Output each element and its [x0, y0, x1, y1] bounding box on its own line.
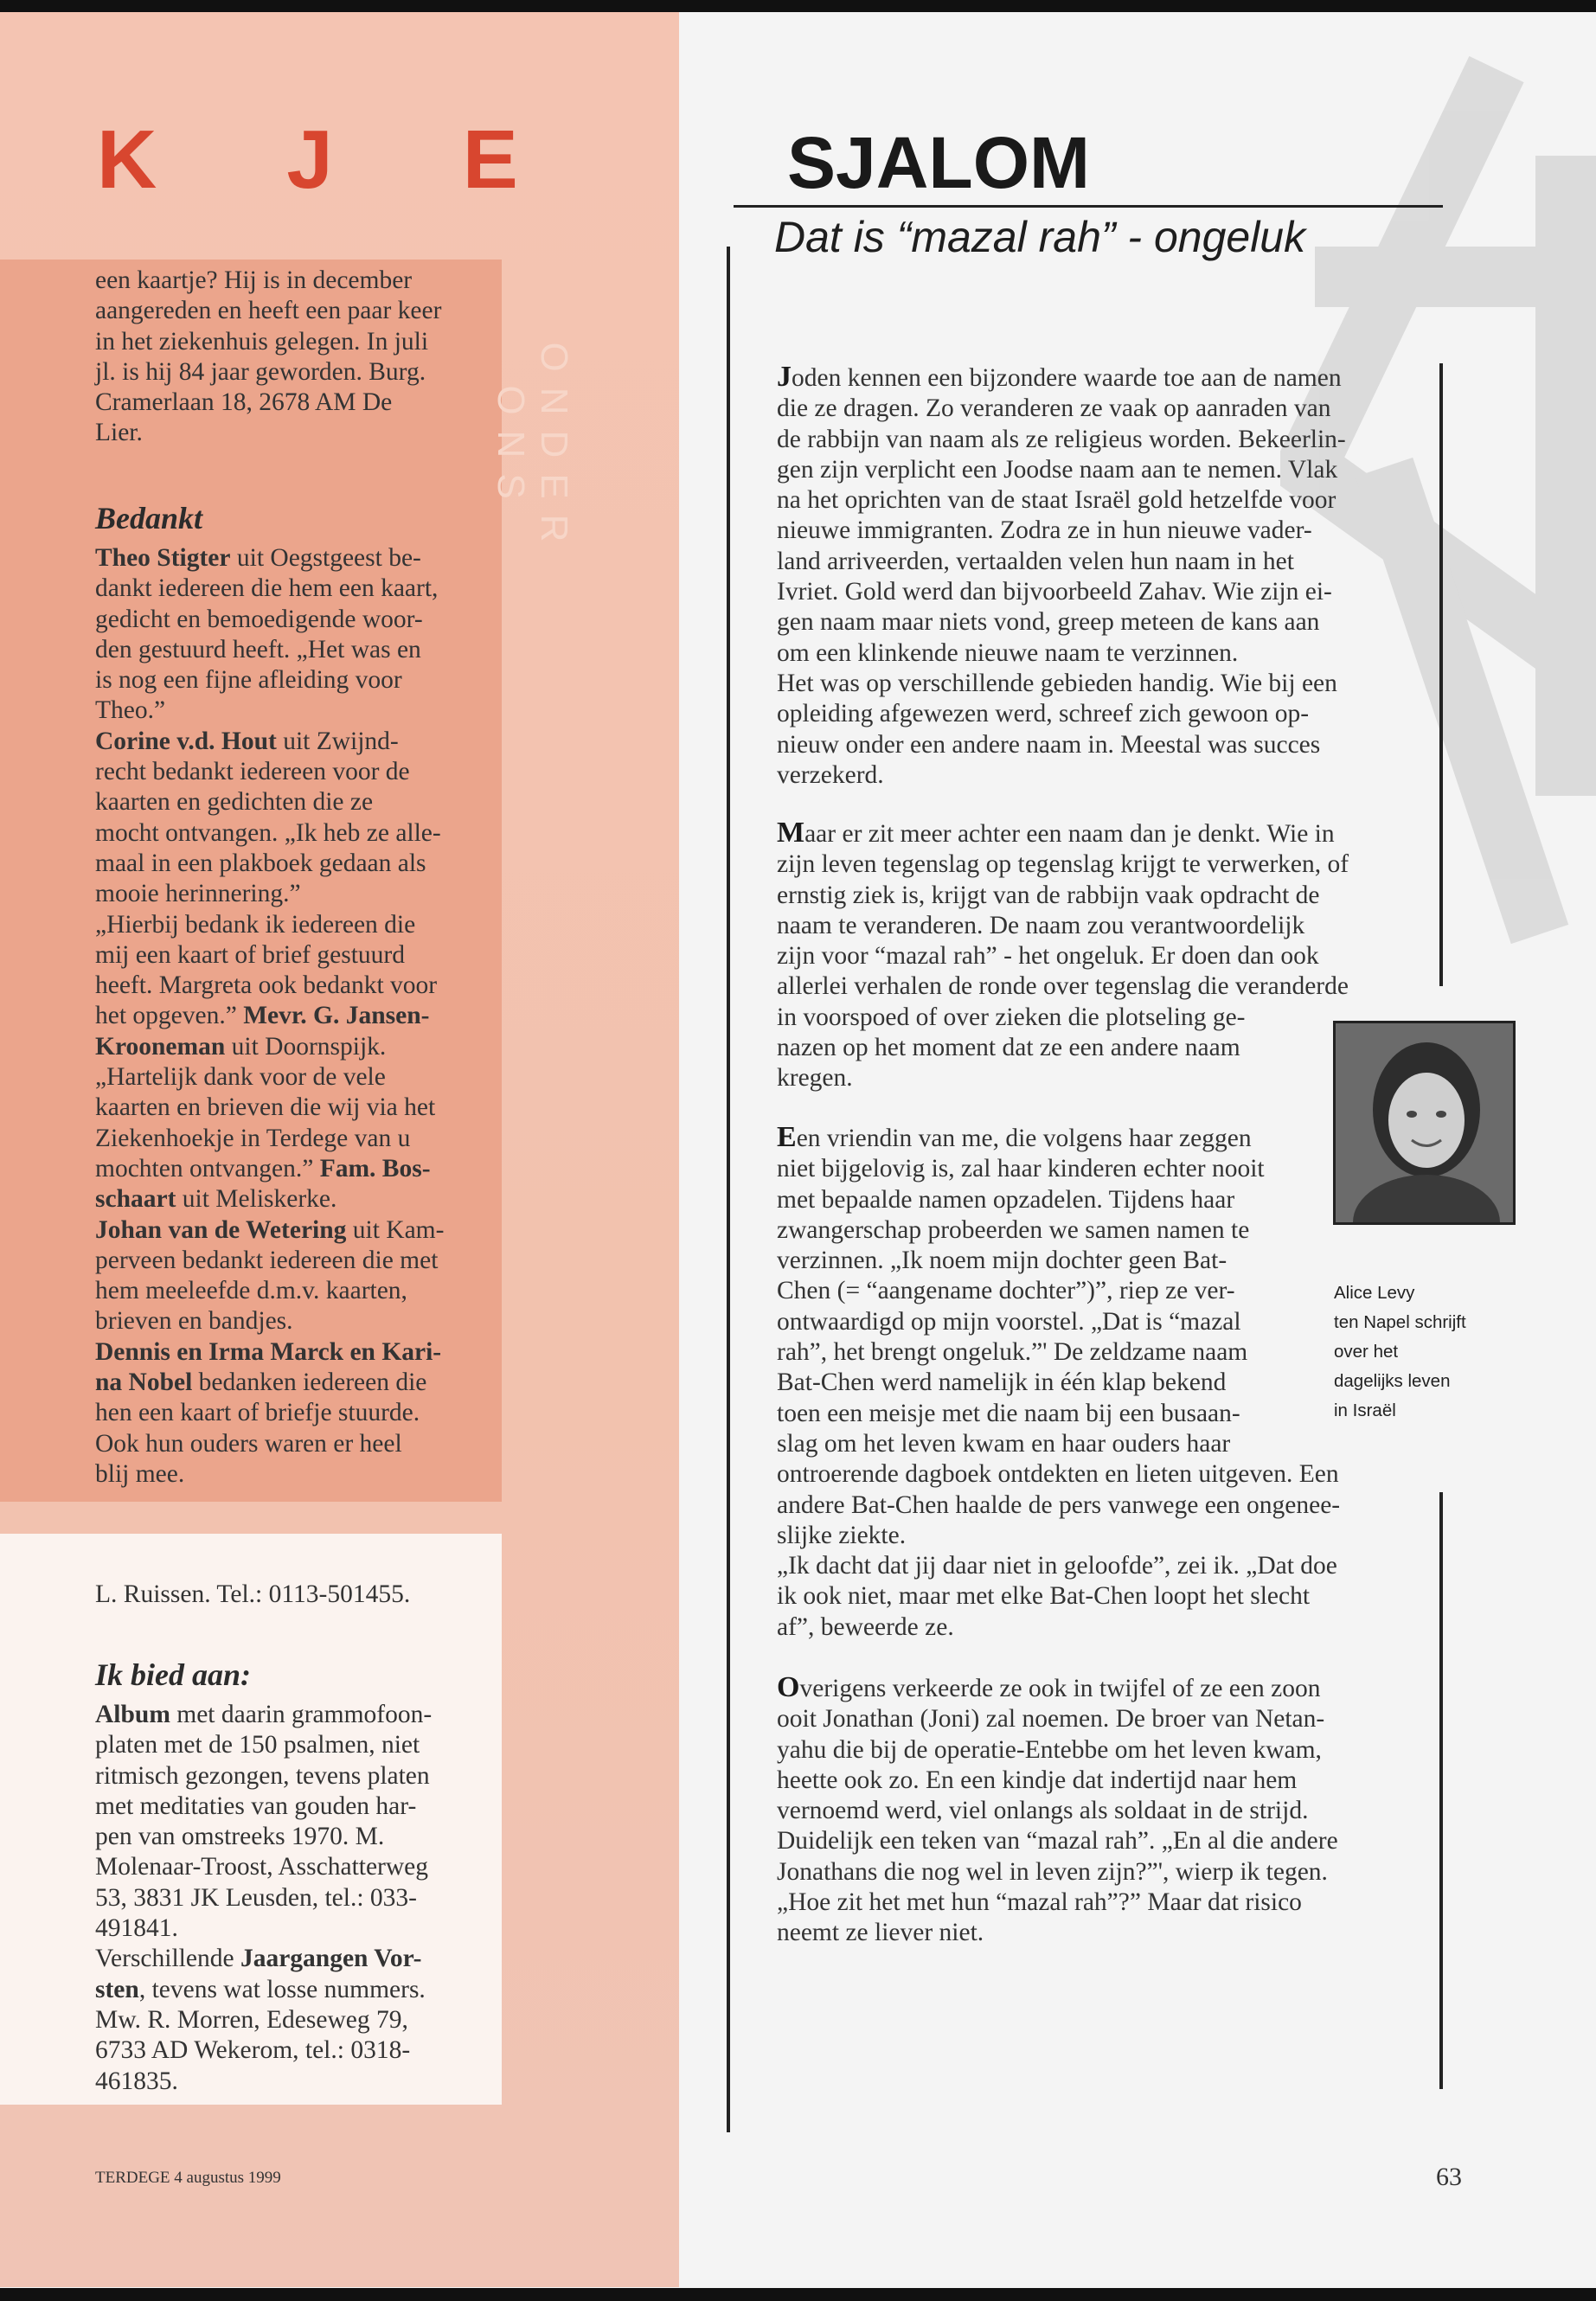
- text-line: toen een meisje met die naam bij een busaan-: [777, 1399, 1240, 1427]
- text-line: recht bedankt iedereen voor de: [95, 758, 410, 786]
- text-line: den gestuurd heeft. „Het was en: [95, 635, 421, 663]
- text-line: aangereden en heeft een paar keer: [95, 297, 442, 325]
- caption-line: over het: [1334, 1342, 1399, 1362]
- page-number: 63: [1436, 2163, 1462, 2191]
- text-line: allerlei verhalen de ronde over tegenslag die veranderde: [777, 972, 1349, 1001]
- text-line: ernstig ziek is, krijgt van de rabbijn vaak opdracht de: [777, 881, 1320, 909]
- text-line: niet bijgelovig is, zal haar kinderen echter nooit: [777, 1155, 1265, 1183]
- text-line: is nog een fijne afleiding voor: [95, 666, 402, 695]
- right-vertical-rule-bottom: [1439, 1492, 1443, 2089]
- text-line: platen met de 150 psalmen, niet: [95, 1731, 420, 1759]
- text-line: rah”, het brengt ongeluk.”' De zeldzame naam: [777, 1338, 1248, 1367]
- top-border: [0, 0, 1596, 12]
- text-line: blij mee.: [95, 1459, 185, 1488]
- text-line: Het was op verschillende gebieden handig. Wie bij een: [777, 669, 1337, 697]
- text-line: gedicht en bemoedigende woor-: [95, 605, 423, 633]
- text-line: de rabbijn van naam als ze religieus worden. Bekeerlin-: [777, 425, 1346, 453]
- text-line: mocht ontvangen. „Ik heb ze alle-: [95, 818, 441, 847]
- text-line: dankt iedereen die hem een kaart,: [95, 574, 439, 603]
- text-line: af”, beweerde ze.: [777, 1612, 954, 1641]
- text-line: na Nobel bedanken iedereen die: [95, 1368, 427, 1397]
- text-line: Duidelijk een teken van “mazal rah”. „En al die andere: [777, 1827, 1338, 1856]
- text-line: yahu die bij de operatie-Entebbe om het leven kwam,: [777, 1735, 1322, 1764]
- text-line: jl. is hij 84 jaar geworden. Burg.: [95, 357, 426, 386]
- text-line: verzekerd.: [777, 760, 884, 789]
- text-line: „Hierbij bedank ik iedereen die: [95, 910, 416, 939]
- photo-caption: [1334, 1279, 1507, 1426]
- text-line: land arriveerden, vertaalden velen hun naam in het: [777, 547, 1294, 575]
- right-vertical-rule-top: [1439, 363, 1443, 986]
- text-line: maal in een plakboek gedaan als: [95, 849, 426, 877]
- text-line: Cramerlaan 18, 2678 AM De: [95, 388, 393, 417]
- footer-publication: TERDEGE 4 augustus 1999: [95, 2169, 281, 2187]
- text-line: ritmisch gezongen, tevens platen: [95, 1761, 430, 1790]
- article-paragraph-2: [777, 817, 1349, 1094]
- text-line: Molenaar-Troost, Asschatterweg: [95, 1853, 429, 1881]
- caption-line: dagelijks leven: [1334, 1371, 1451, 1391]
- text-line: andere Bat-Chen haalde de pers vanwege een ongenee-: [777, 1490, 1341, 1519]
- text-line: met meditaties van gouden har-: [95, 1791, 417, 1820]
- text-line: mooie herinnering.”: [95, 880, 301, 908]
- ikbied-text: [95, 1700, 476, 2097]
- text-line: zijn voor “mazal rah” - het ongeluk. Er doen dan ook: [777, 942, 1319, 971]
- text-line: Dennis en Irma Marck en Kari-: [95, 1337, 442, 1366]
- bottom-border: [0, 2288, 1596, 2301]
- intro-text: [95, 266, 476, 449]
- text-line: kaarten en gedichten die ze: [95, 788, 374, 817]
- text-line: kaarten en brieven die wij via het: [95, 1093, 436, 1122]
- text-line: perveen bedankt iedereen die met: [95, 1246, 439, 1274]
- side-label: ONDER ONS: [490, 342, 575, 558]
- text-line: zwangerschap probeerden we samen namen te: [777, 1215, 1250, 1244]
- text-line: Lier.: [95, 419, 143, 447]
- text-line: Joden kennen een bijzondere waarde toe aan de namen: [777, 361, 1342, 393]
- text-line: Maar er zit meer achter een naam dan je denkt. Wie in: [777, 817, 1335, 849]
- text-line: in voorspoed of over zieken die plotseling ge-: [777, 1003, 1246, 1031]
- text-line: die ze dragen. Zo veranderen ze vaak op aanraden van: [777, 394, 1331, 423]
- text-line: na het oprichten van de staat Israël gold hetzelfde voor: [777, 486, 1336, 515]
- text-line: nieuw onder een andere naam in. Meestal was succes: [777, 730, 1321, 759]
- author-photo: [1333, 1021, 1516, 1225]
- article-paragraph-3: [777, 1122, 1340, 1643]
- text-line: 53, 3831 JK Leusden, tel.: 033-: [95, 1883, 417, 1912]
- text-line: opleiding afgewezen werd, schreef zich gewoon op-: [777, 700, 1310, 728]
- text-line: heeft. Margreta ook bedankt voor: [95, 971, 438, 1000]
- article-subtitle: Dat is “mazal rah” - ongeluk: [774, 213, 1306, 261]
- ikbied-heading: Ik bied aan:: [95, 1657, 251, 1692]
- text-line: „Hoe zit het met hun “mazal rah”?” Maar dat risico: [777, 1888, 1302, 1917]
- text-line: Ziekenhoekje in Terdege van u: [95, 1124, 411, 1152]
- text-line: hem meeleefde d.m.v. kaarten,: [95, 1277, 407, 1305]
- caption-line: in Israël: [1334, 1400, 1396, 1420]
- text-line: nieuwe immigranten. Zodra ze in hun nieuwe vader-: [777, 516, 1312, 545]
- contact-line: L. Ruissen. Tel.: 0113-501455.: [95, 1580, 411, 1608]
- text-line: Krooneman uit Doornspijk.: [95, 1032, 387, 1061]
- text-line: Mw. R. Morren, Edeseweg 79,: [95, 2005, 408, 2034]
- text-line: vernoemd werd, viel onlangs als soldaat in de strijd.: [777, 1797, 1309, 1825]
- text-line: mij een kaart of brief gestuurd: [95, 940, 405, 969]
- header-letter: J: [286, 113, 333, 206]
- text-line: slag om het leven kwam en haar ouders haar: [777, 1429, 1231, 1458]
- text-line: Theo.”: [95, 696, 166, 725]
- text-line: ik ook niet, maar met elke Bat-Chen loopt het slecht: [777, 1582, 1311, 1611]
- article-paragraph-1: [777, 362, 1346, 791]
- text-line: om een klinkende nieuwe naam te verzinnen.: [777, 638, 1239, 667]
- text-line: schaart uit Meliskerke.: [95, 1185, 337, 1214]
- text-line: verzinnen. „Ik noem mijn dochter geen Bat-: [777, 1247, 1227, 1275]
- text-line: „Hartelijk dank voor de vele: [95, 1063, 386, 1092]
- text-line: 491841.: [95, 1914, 178, 1943]
- text-line: sten, tevens wat losse nummers.: [95, 1975, 426, 2003]
- text-line: slijke ziekte.: [777, 1521, 907, 1549]
- text-line: Ook hun ouders waren er heel: [95, 1429, 402, 1458]
- text-line: Corine v.d. Hout uit Zwijnd-: [95, 727, 399, 755]
- text-line: een kaartje? Hij is in december: [95, 266, 413, 294]
- text-line: Album met daarin grammofoon-: [95, 1701, 433, 1728]
- bedankt-heading: Bedankt: [95, 501, 203, 535]
- text-line: Ivriet. Gold werd dan bijvoorbeeld Zahav. Wie zijn ei-: [777, 578, 1332, 606]
- text-line: ontroerende dagboek ontdekten en lieten uitgeven. Een: [777, 1460, 1339, 1489]
- bedankt-text: [95, 543, 476, 1490]
- text-line: ontwaardigd op mijn voorstel. „Dat is “mazal: [777, 1307, 1241, 1336]
- text-line: ooit Jonathan (Joni) zal noemen. De broer van Netan-: [777, 1705, 1325, 1734]
- text-line: het opgeven.” Mevr. G. Jansen-: [95, 1002, 430, 1030]
- text-line: Theo Stigter uit Oegstgeest be-: [95, 544, 421, 572]
- text-line: 6733 AD Wekerom, tel.: 0318-: [95, 2036, 411, 2065]
- text-line: Een vriendin van me, die volgens haar zeggen: [777, 1121, 1252, 1153]
- text-line: pen van omstreeks 1970. M.: [95, 1823, 385, 1851]
- text-line: Jonathans die nog wel in leven zijn?”', wierp ik tegen.: [777, 1857, 1328, 1886]
- left-vertical-rule: [727, 247, 730, 2132]
- text-line: met bepaalde namen opzadelen. Tijdens haar: [777, 1185, 1235, 1214]
- text-line: brieven en bandjes.: [95, 1307, 293, 1336]
- text-line: 461835.: [95, 2067, 178, 2095]
- text-line: gen naam maar niets vond, greep meteen de kans aan: [777, 608, 1320, 637]
- text-line: zijn leven tegenslag op tegenslag krijgt te verwerken, of: [777, 850, 1349, 879]
- text-line: Verschillende Jaargangen Vor-: [95, 1945, 422, 1973]
- text-line: Overigens verkeerde ze ook in twijfel of ze een zoon: [777, 1671, 1321, 1703]
- title-rule: [734, 205, 1443, 208]
- section-header-letters: [97, 112, 648, 208]
- text-line: nazen op het moment dat ze een andere naam: [777, 1034, 1240, 1062]
- text-line: neemt ze liever niet.: [777, 1919, 984, 1947]
- text-line: hen een kaart of briefje stuurde.: [95, 1399, 420, 1427]
- text-line: Bat-Chen werd namelijk in één klap bekend: [777, 1368, 1227, 1397]
- text-line: naam te veranderen. De naam zou verantwoordelijk: [777, 911, 1305, 939]
- article-title: SJALOM: [787, 122, 1091, 203]
- text-line: Johan van de Wetering uit Kam-: [95, 1215, 445, 1244]
- caption-line: ten Napel schrijft: [1334, 1312, 1466, 1332]
- article-paragraph-4: [777, 1672, 1338, 1949]
- text-line: heette ook zo. En een kindje dat indertijd naar hem: [777, 1766, 1298, 1794]
- text-line: gen zijn verplicht een Joodse naam aan te nemen. Vlak: [777, 455, 1338, 484]
- text-line: Chen (= “aangename dochter”)”, riep ze ver-: [777, 1277, 1235, 1305]
- text-line: „Ik dacht dat jij daar niet in geloofde”, zei ik. „Dat doe: [777, 1552, 1337, 1580]
- header-letter: K: [97, 113, 157, 206]
- text-line: kregen.: [777, 1064, 853, 1093]
- text-line: in het ziekenhuis gelegen. In juli: [95, 327, 429, 356]
- text-line: mochten ontvangen.” Fam. Bos-: [95, 1154, 431, 1183]
- caption-line: Alice Levy: [1334, 1283, 1415, 1303]
- header-letter: E: [462, 113, 518, 206]
